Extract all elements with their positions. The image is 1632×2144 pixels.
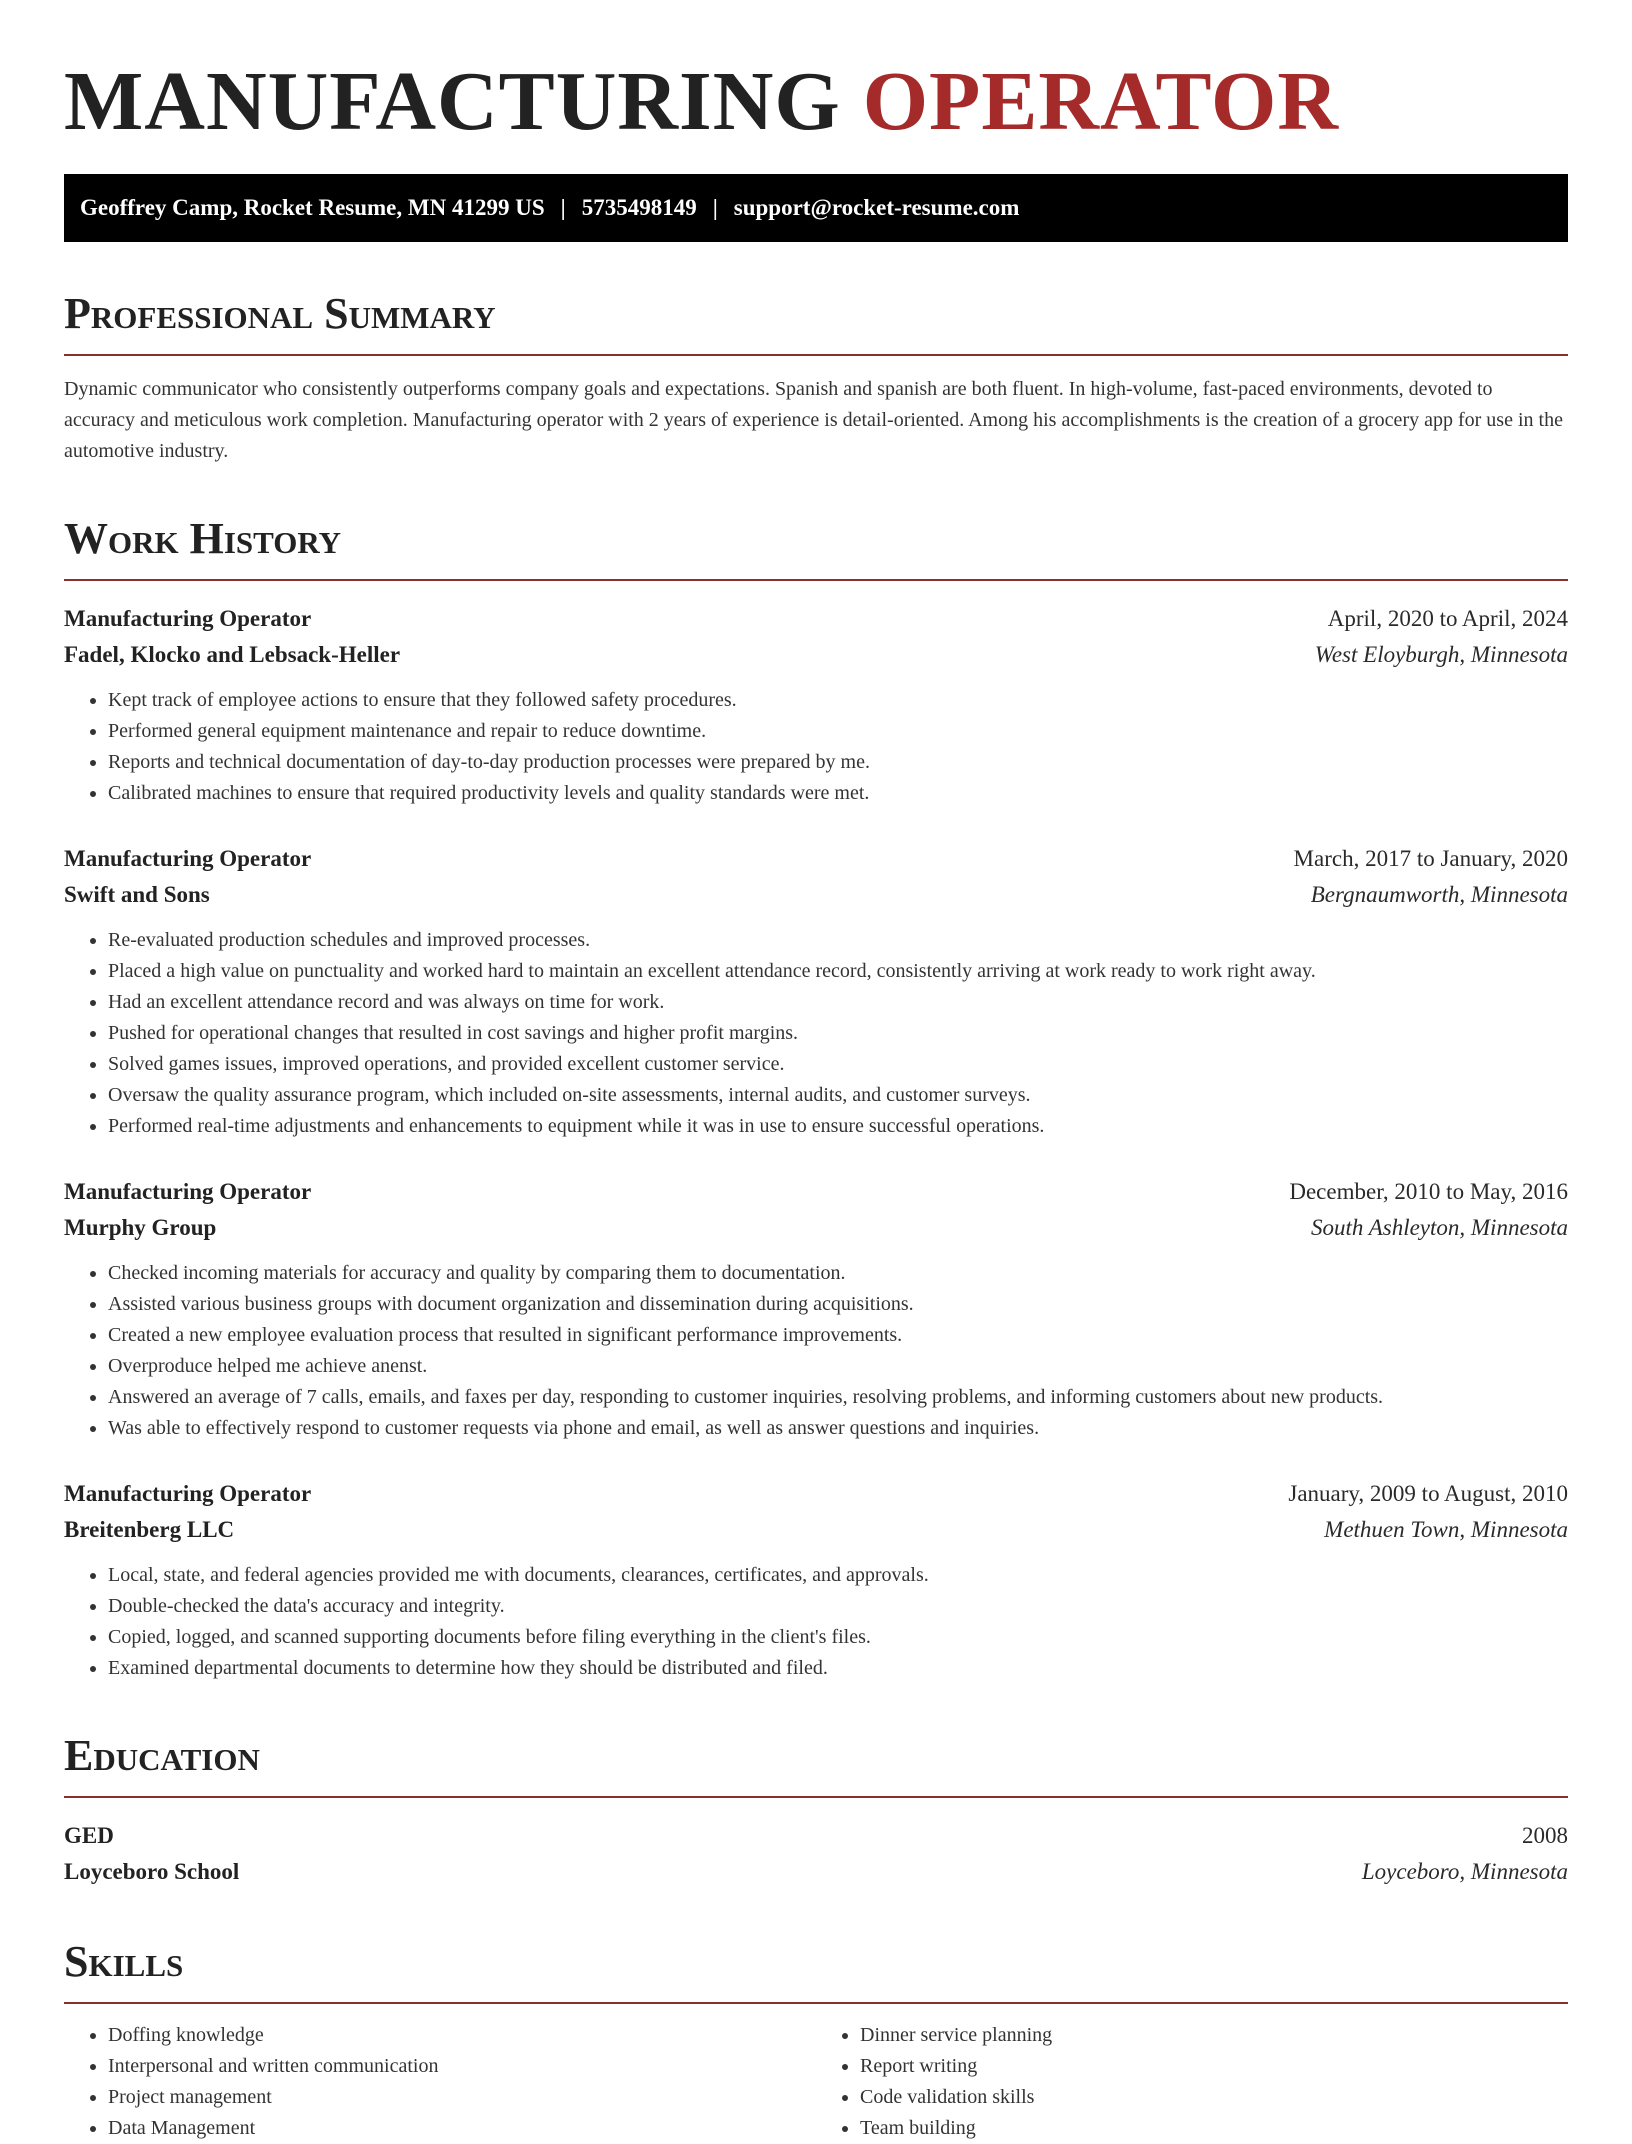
skill-item: • Team building [860, 2113, 1568, 2144]
job-bullet: • Pushed for operational changes that resulted in cost savings and higher profit margins. [108, 1018, 1568, 1049]
job-location: South Ashleyton, Minnesota [1310, 1215, 1568, 1240]
job-bullet: • Performed general equipment maintenance and repair to reduce downtime. [108, 716, 1568, 747]
job-dates: April, 2020 to April, 2024 [1327, 606, 1568, 631]
education-year: 2008 [1522, 1823, 1568, 1848]
job-bullet: • Created a new employee evaluation process that resulted in significant performance improvements. [108, 1320, 1568, 1351]
job-company: Fadel, Klocko and Lebsack-Heller [64, 642, 401, 667]
job-bullets [64, 1560, 1568, 1684]
job-bullet: • Placed a high value on punctuality and worked hard to maintain an excellent attendance record, consistently arriving at work ready to work right away. [108, 956, 1568, 987]
job-company: Breitenberg LLC [64, 1517, 235, 1542]
job-bullets [64, 1258, 1568, 1444]
resume-title [64, 52, 1568, 152]
skill-item: • Doffing knowledge [108, 2020, 816, 2051]
skill-item: • Code validation skills [860, 2082, 1568, 2113]
work-history-list [64, 601, 1568, 1684]
job-entry [64, 1476, 1568, 1684]
skills-columns [64, 2020, 1568, 2144]
title-main: MANUFACTURING [64, 55, 841, 148]
job-bullet: • Overproduce helped me achieve anenst. [108, 1351, 1568, 1382]
job-bullet: • Copied, logged, and scanned supporting documents before filing everything in the client's files. [108, 1622, 1568, 1653]
skills-heading: Skills [64, 1936, 1568, 2004]
education-entry [64, 1818, 1568, 1890]
job-bullet: • Oversaw the quality assurance program, which included on-site assessments, internal audits, and customer surveys. [108, 1080, 1568, 1111]
work-history-heading: Work History [64, 513, 1568, 581]
job-bullets [64, 685, 1568, 809]
job-bullet: • Double-checked the data's accuracy and integrity. [108, 1591, 1568, 1622]
job-location: West Eloyburgh, Minnesota [1314, 642, 1568, 667]
job-title: Manufacturing Operator [64, 606, 312, 631]
skill-item: • Dinner service planning [860, 2020, 1568, 2051]
job-bullet: • Kept track of employee actions to ensure that they followed safety procedures. [108, 685, 1568, 716]
job-bullet: • Performed real-time adjustments and enhancements to equipment while it was in use to ensure successful operations. [108, 1111, 1568, 1142]
job-bullet: • Local, state, and federal agencies provided me with documents, clearances, certificates, and approvals. [108, 1560, 1568, 1591]
job-entry [64, 841, 1568, 1142]
job-location: Methuen Town, Minnesota [1324, 1517, 1568, 1542]
skill-item: • Interpersonal and written communication [108, 2051, 816, 2082]
job-bullets [64, 925, 1568, 1142]
education-location: Loyceboro, Minnesota [1361, 1859, 1568, 1884]
summary-text: Dynamic communicator who consistently outperforms company goals and expectations. Spanish and spanish are both fluent. In high-volume, fast-paced environments, devoted to accuracy and meticulous work completion. Manufacturing operator with 2 years of experience is detail-oriented. Among his accomplishments is the creation of a grocery app for use in the automotive industry. [64, 378, 1563, 462]
skill-item: • Project management [108, 2082, 816, 2113]
job-bullet: • Reports and technical documentation of day-to-day production processes were prepared by me. [108, 747, 1568, 778]
job-bullet: • Re-evaluated production schedules and improved processes. [108, 925, 1568, 956]
skills-list-left [64, 2020, 816, 2144]
job-dates: March, 2017 to January, 2020 [1293, 846, 1568, 871]
job-location: Bergnaumworth, Minnesota [1310, 882, 1568, 907]
job-bullet: • Assisted various business groups with document organization and dissemination during acquisitions. [108, 1289, 1568, 1320]
contact-email: support@rocket-resume.com [733, 195, 1020, 220]
job-title: Manufacturing Operator [64, 1481, 312, 1506]
job-entry [64, 601, 1568, 809]
job-title: Manufacturing Operator [64, 846, 312, 871]
title-accent: OPERATOR [862, 55, 1339, 148]
job-company: Murphy Group [64, 1215, 217, 1240]
skill-item: • Report writing [860, 2051, 1568, 2082]
contact-address: Geoffrey Camp, Rocket Resume, MN 41299 US [80, 195, 545, 220]
education-heading: Education [64, 1730, 1568, 1798]
contact-bar [64, 174, 1568, 242]
job-bullet: • Solved games issues, improved operations, and provided excellent customer service. [108, 1049, 1568, 1080]
job-bullet: • Was able to effectively respond to customer requests via phone and email, as well as answer questions and inquiries. [108, 1413, 1568, 1444]
contact-separator: | [712, 195, 718, 220]
job-bullet: • Checked incoming materials for accuracy and quality by comparing them to documentation. [108, 1258, 1568, 1289]
job-bullet: • Calibrated machines to ensure that required productivity levels and quality standards were met. [108, 778, 1568, 809]
job-bullet: • Answered an average of 7 calls, emails, and faxes per day, responding to customer inquiries, resolving problems, and informing customers about new products. [108, 1382, 1568, 1413]
contact-separator: | [560, 195, 566, 220]
summary-heading: Professional Summary [64, 288, 1568, 356]
job-bullet: • Had an excellent attendance record and was always on time for work. [108, 987, 1568, 1018]
contact-phone: 5735498149 [581, 195, 697, 220]
job-dates: December, 2010 to May, 2016 [1289, 1179, 1568, 1204]
job-bullet: • Examined departmental documents to determine how they should be distributed and filed. [108, 1653, 1568, 1684]
skills-list-right [816, 2020, 1568, 2144]
education-degree: GED [64, 1823, 114, 1848]
job-dates: January, 2009 to August, 2010 [1288, 1481, 1568, 1506]
job-company: Swift and Sons [64, 882, 210, 907]
job-title: Manufacturing Operator [64, 1179, 312, 1204]
skill-item: • Data Management [108, 2113, 816, 2144]
job-entry [64, 1174, 1568, 1444]
education-school: Loyceboro School [64, 1859, 240, 1884]
